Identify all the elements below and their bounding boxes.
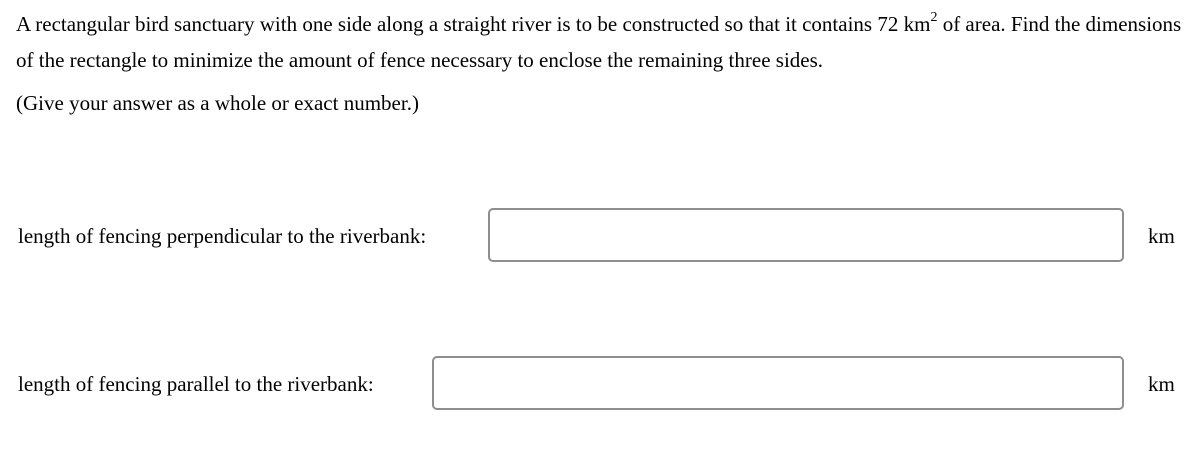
problem-statement (16, 6, 1186, 78)
answer-row-parallel (0, 356, 1200, 412)
perpendicular-length-unit: km (1148, 224, 1175, 248)
answer-instruction: (Give your answer as a whole or exact number.) (16, 91, 419, 115)
parallel-length-label: length of fencing parallel to the riverbank: (18, 372, 374, 396)
problem-text-part-1: A rectangular bird sanctuary with one side along a straight river is to be constructed so that it contains 72 km (16, 12, 931, 36)
perpendicular-length-input[interactable] (488, 208, 1124, 262)
problem-text (16, 6, 1186, 78)
parallel-length-unit: km (1148, 372, 1175, 396)
answer-row-perpendicular (0, 208, 1200, 264)
problem-text-part-2: of area. Find the dimensions of the rectangle to minimize the amount of fence necessary to enclose the remaining three sides. (16, 12, 1182, 72)
perpendicular-length-label: length of fencing perpendicular to the riverbank: (18, 224, 427, 248)
area-exponent: 2 (930, 10, 938, 25)
parallel-length-input[interactable] (432, 356, 1124, 410)
